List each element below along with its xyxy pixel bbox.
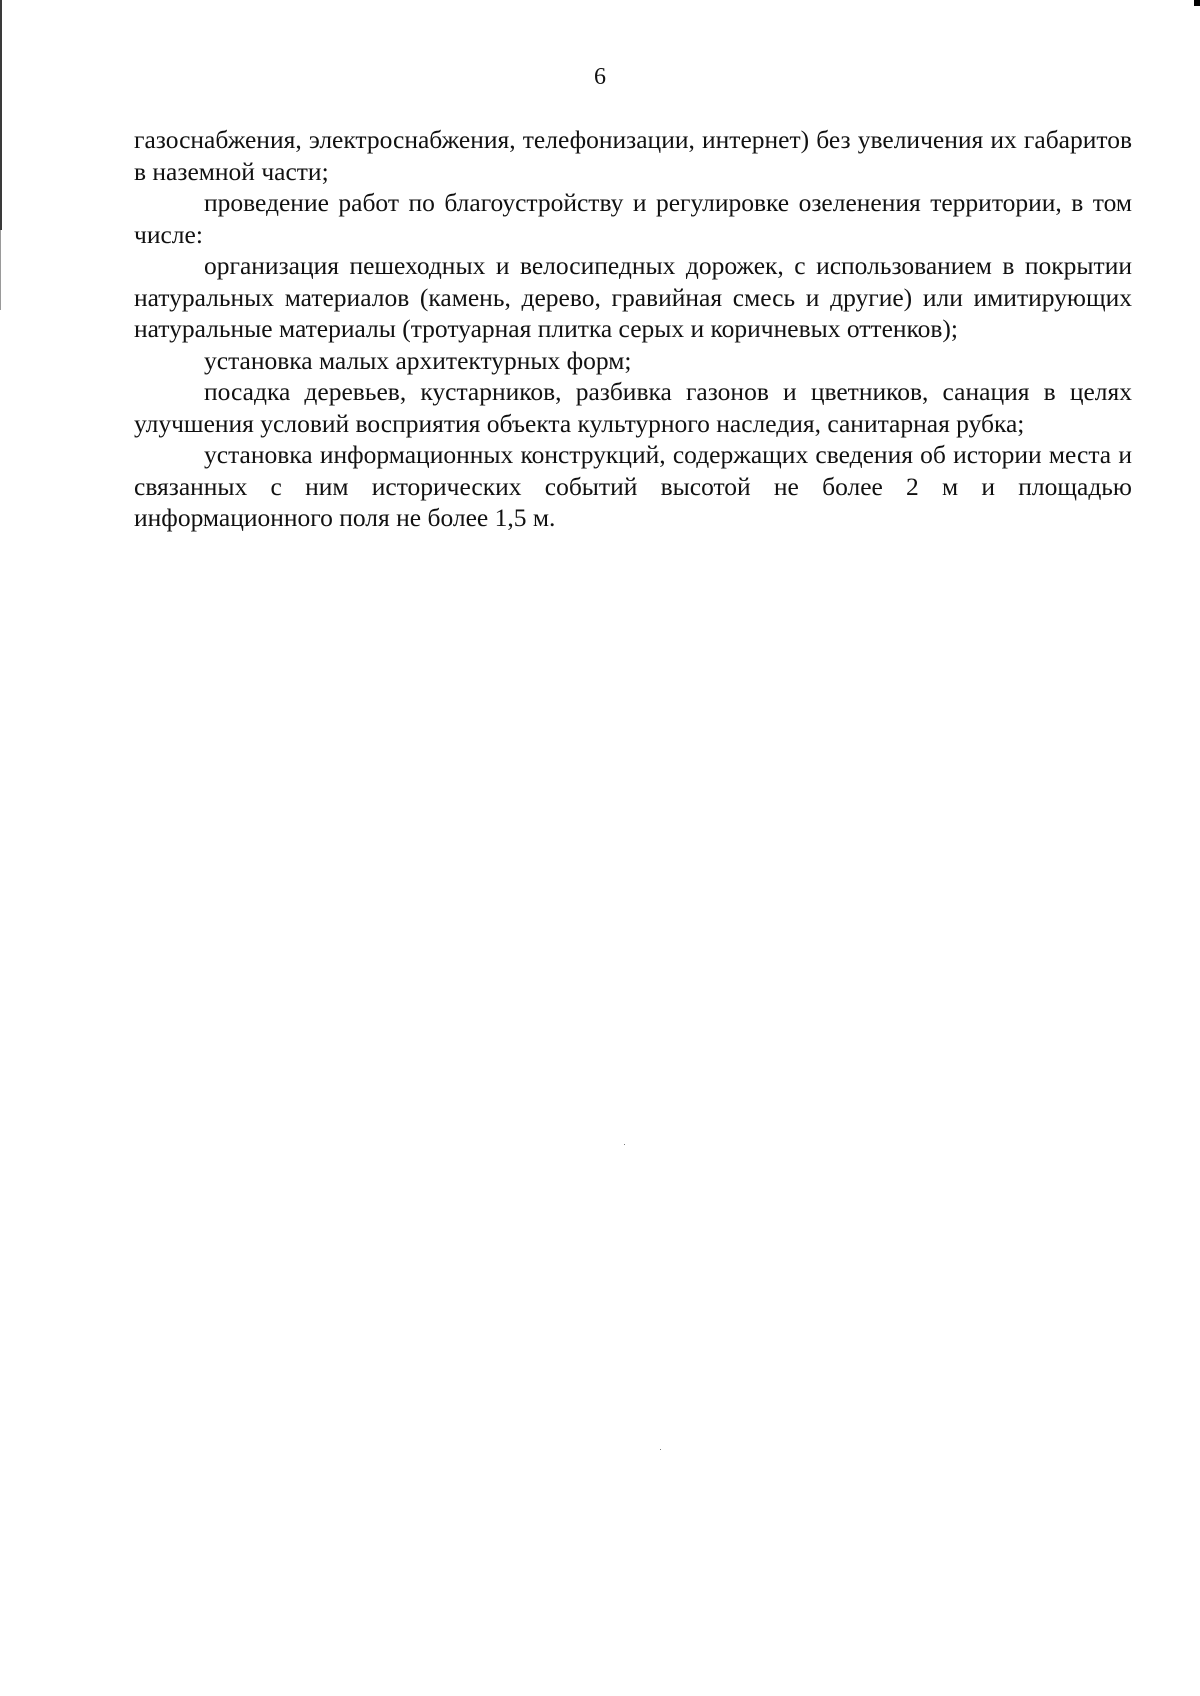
scan-speck (660, 1449, 661, 1450)
paragraph: установка информационных конструкций, содержащих сведения об истории места и связанных с ним исторических событий высотой не более 2 м и площадью информационного поля не более 1,5 м. (134, 440, 1132, 532)
scan-mark (1194, 0, 1200, 6)
paragraph: проведение работ по благоустройству и регулировке озеленения территории, в том числе: (134, 188, 1132, 249)
scan-speck (624, 1144, 625, 1145)
scan-edge-left-faint (0, 230, 1, 310)
paragraph: организация пешеходных и велосипедных дорожек, с использованием в покрытии натуральных материалов (камень, дерево, гравийная смесь и другие) или имитирующих натуральные материалы (тротуарная плитка серых и коричневых оттенков); (134, 251, 1132, 343)
scan-edge-left (0, 0, 2, 230)
paragraph: установка малых архитектурных форм; (204, 345, 632, 375)
page-number: 6 (594, 64, 606, 90)
paragraph: посадка деревьев, кустарников, разбивка газонов и цветников, санация в целях улучшения условий восприятия объекта культурного наследия, санитарная рубка; (134, 377, 1132, 438)
document-body (134, 124, 1132, 534)
paragraph: газоснабжения, электроснабжения, телефонизации, интернет) без увеличения их габаритов в наземной части; (134, 125, 1132, 186)
